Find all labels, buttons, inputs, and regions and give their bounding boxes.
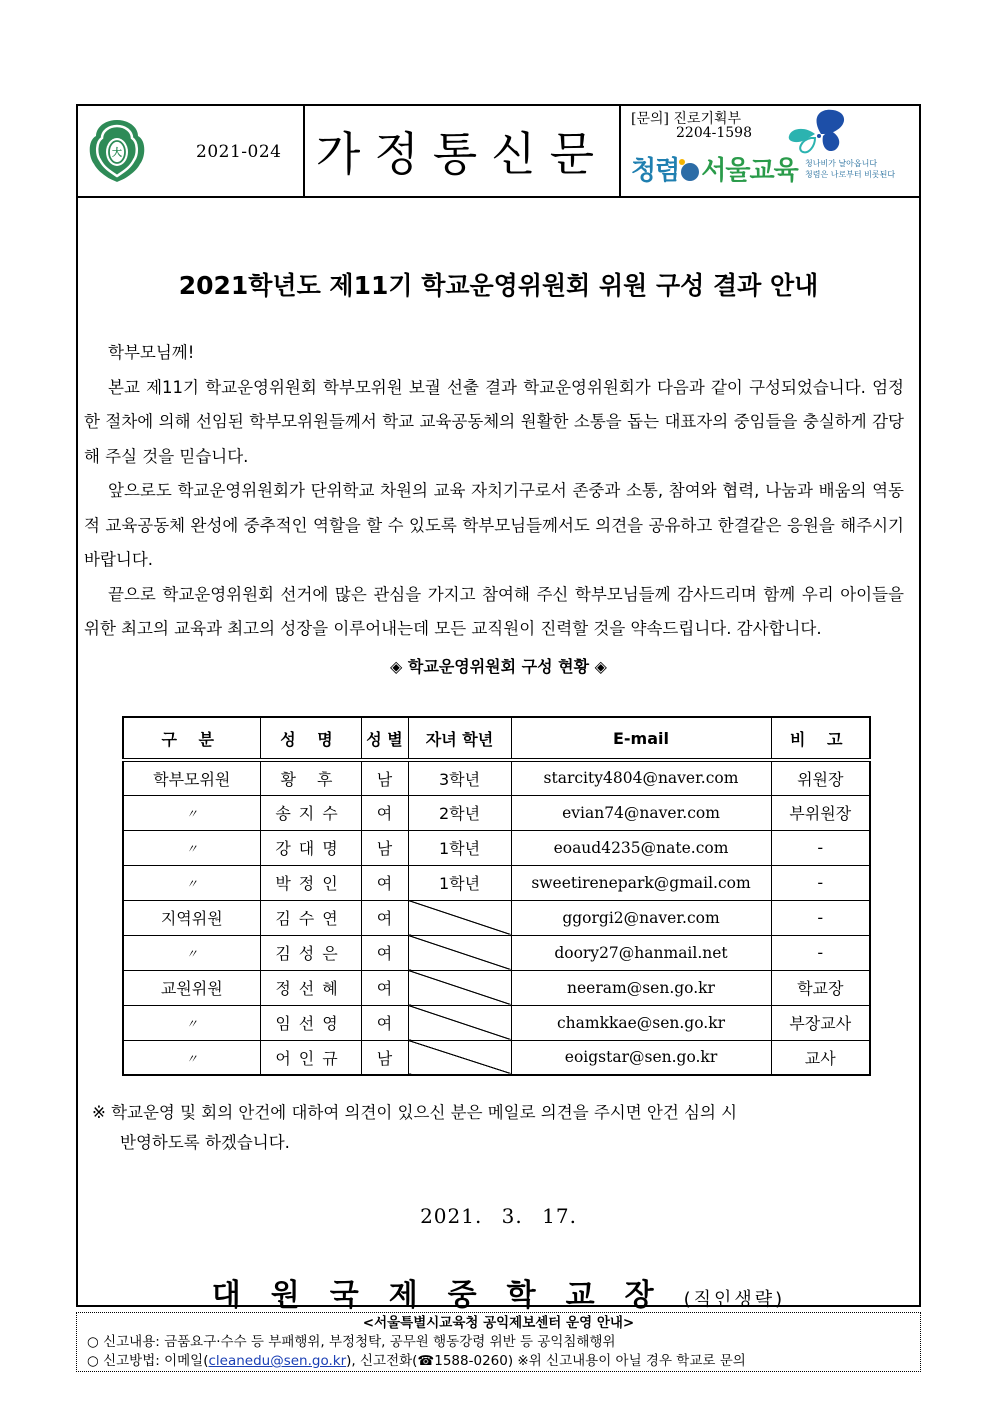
table-row	[123, 830, 870, 865]
letter-paragraph: 끝으로 학교운영위원회 선거에 많은 관심을 가지고 참여해 주신 학부모님들께 감사드리며 함께 우리 아이들을 위한 최고의 교육과 최고의 성장을 이루어내는데 모든 교직원이 진력할 것을 약속드립니다. 감사합니다.	[84, 584, 904, 638]
signature	[78, 1270, 919, 1314]
seal-omitted-note: (직인생략)	[683, 1289, 786, 1310]
cell-gender: 여	[361, 970, 408, 1005]
slogan-sub-line2: 청렴은 나로부터 비롯된다	[805, 170, 896, 179]
cell-name: 김수연	[260, 900, 361, 935]
slogan-part1: 청렴	[631, 156, 680, 186]
cell-category: 〃	[123, 865, 260, 900]
notice-title: 2021학년도 제11기 학교운영위원회 위원 구성 결과 안내	[178, 271, 819, 300]
letterhead	[78, 106, 919, 198]
contact-department: [문의] 진로기획부	[631, 111, 742, 127]
cell-email: eoigstar@sen.go.kr	[511, 1040, 771, 1075]
slogan-subtext	[805, 158, 895, 180]
slogan-emblem-icon	[681, 163, 699, 181]
cell-email: chamkkae@sen.go.kr	[511, 1005, 771, 1040]
cell-note: -	[771, 865, 870, 900]
cell-category: 〃	[123, 795, 260, 830]
cell-gender: 여	[361, 865, 408, 900]
cell-email: doory27@hanmail.net	[511, 935, 771, 970]
letterhead-right	[621, 106, 921, 196]
cell-grade	[408, 900, 511, 935]
whistleblower-notice-box	[76, 1312, 921, 1372]
table-row	[123, 970, 870, 1005]
cell-category: 학부모위원	[123, 760, 260, 795]
footnote	[92, 1098, 882, 1158]
document-type-title: 가정통신문	[315, 127, 609, 181]
table-row	[123, 935, 870, 970]
cell-gender: 여	[361, 1005, 408, 1040]
cell-note: -	[771, 935, 870, 970]
principal-signature: 대원국제중학교장	[211, 1278, 684, 1313]
report-email-link[interactable]: cleanedu@sen.go.kr	[208, 1353, 347, 1369]
table-row	[123, 900, 870, 935]
cell-name: 강대명	[260, 830, 361, 865]
cell-name: 임선영	[260, 1005, 361, 1040]
cell-name: 어인규	[260, 1040, 361, 1075]
cell-email: eoaud4235@nate.com	[511, 830, 771, 865]
cell-grade	[408, 1040, 511, 1075]
cell-gender: 남	[361, 1040, 408, 1075]
cell-email: ggorgi2@naver.com	[511, 900, 771, 935]
cell-grade: 1학년	[408, 830, 511, 865]
table-row	[123, 795, 870, 830]
report-method-prefix: ○ 신고방법: 이메일(	[87, 1353, 209, 1369]
table-header-row	[123, 717, 870, 760]
cell-email: neeram@sen.go.kr	[511, 970, 771, 1005]
cell-note: 학교장	[771, 970, 870, 1005]
column-header-note: 비 고	[771, 717, 870, 760]
letterhead-center	[305, 106, 621, 196]
table-row	[123, 865, 870, 900]
letter-greeting: 학부모님께!	[108, 343, 195, 362]
issue-date: 2021. 3. 17.	[420, 1204, 577, 1228]
column-header-email: E-mail	[511, 717, 771, 760]
column-header-category: 구 분	[123, 717, 260, 760]
cell-name: 김성은	[260, 935, 361, 970]
cell-name: 정선혜	[260, 970, 361, 1005]
cell-category: 교원위원	[123, 970, 260, 1005]
cell-grade	[408, 1005, 511, 1040]
column-header-name: 성 명	[260, 717, 361, 760]
cell-grade: 3학년	[408, 760, 511, 795]
cell-category: 〃	[123, 935, 260, 970]
cell-category: 〃	[123, 1005, 260, 1040]
report-method-line	[77, 1352, 920, 1371]
cell-gender: 여	[361, 935, 408, 970]
cell-email: evian74@naver.com	[511, 795, 771, 830]
report-content-line: ○ 신고내용: 금품요구·수수 등 부패행위, 부정청탁, 공무원 행동강령 위반 등 공익침해행위	[87, 1334, 616, 1350]
cell-gender: 남	[361, 760, 408, 795]
cell-name: 송지수	[260, 795, 361, 830]
table-row	[123, 1040, 870, 1075]
cell-email: starcity4804@naver.com	[511, 760, 771, 795]
butterfly-logo-icon	[781, 108, 851, 156]
document-frame	[76, 104, 921, 1313]
cell-note: -	[771, 830, 870, 865]
document-number: 2021-024	[196, 142, 282, 162]
column-header-gender: 성 별	[361, 717, 408, 760]
cell-grade: 2학년	[408, 795, 511, 830]
column-header-grade: 자녀 학년	[408, 717, 511, 760]
cell-category: 지역위원	[123, 900, 260, 935]
cell-gender: 여	[361, 900, 408, 935]
cell-note: 부위원장	[771, 795, 870, 830]
slogan-part2: 서울교육	[701, 156, 798, 186]
cell-gender: 여	[361, 795, 408, 830]
letter-paragraph: 앞으로도 학교운영위원회가 단위학교 차원의 교육 자치기구로서 존중과 소통, 참여와 협력, 나눔과 배움의 역동적 교육공동체 완성에 중추적인 역할을 할 수 있도록 학부모님들께서도 의견을 공유하고 한결같은 응원을 해주시기 바랍니다.	[84, 481, 904, 569]
cell-category: 〃	[123, 830, 260, 865]
roster-section-title: ◈ 학교운영위원회 구성 현황 ◈	[390, 657, 607, 676]
whistleblower-notice-title: <서울특별시교육청 공익제보센터 운영 안내>	[362, 1315, 635, 1331]
footnote-line1: ※ 학교운영 및 회의 안건에 대하여 의견이 있으신 분은 메일로 의견을 주시면 안건 심의 시	[92, 1103, 738, 1122]
cell-note: -	[771, 900, 870, 935]
letterhead-left	[78, 106, 305, 196]
cell-grade	[408, 935, 511, 970]
letter-body	[84, 336, 904, 647]
slogan-sub-line1: 청나비가 날아옵니다	[805, 159, 878, 168]
cell-note: 부장교사	[771, 1005, 870, 1040]
report-method-suffix: ), 신고전화(☎1588-0260) ※위 신고내용이 아닐 경우 학교로 문의	[346, 1353, 746, 1369]
cell-email: sweetirenepark@gmail.com	[511, 865, 771, 900]
contact-phone: 2204-1598	[676, 125, 752, 141]
cell-name: 박정인	[260, 865, 361, 900]
cell-category: 〃	[123, 1040, 260, 1075]
table-row	[123, 1005, 870, 1040]
table-row	[123, 760, 870, 795]
footnote-line2: 반영하도록 하겠습니다.	[120, 1133, 290, 1152]
cell-name: 황 후	[260, 760, 361, 795]
letter-paragraph: 본교 제11기 학교운영위원회 학부모위원 보궐 선출 결과 학교운영위원회가 다음과 같이 구성되었습니다. 엄정한 절차에 의해 선임된 학부모위원들께서 학교 교육공동체의 원활한 소통을 돕는 대표자의 중임들을 충실하게 감당해 주실 것을 믿습니다.	[84, 377, 904, 466]
school-logo-icon	[86, 116, 148, 186]
cell-note: 위원장	[771, 760, 870, 795]
cell-grade	[408, 970, 511, 1005]
cell-gender: 남	[361, 830, 408, 865]
cell-note: 교사	[771, 1040, 870, 1075]
svg-text:大: 大	[112, 148, 122, 159]
cell-grade: 1학년	[408, 865, 511, 900]
slogan-logo	[631, 150, 798, 187]
committee-roster-table	[122, 716, 871, 1076]
